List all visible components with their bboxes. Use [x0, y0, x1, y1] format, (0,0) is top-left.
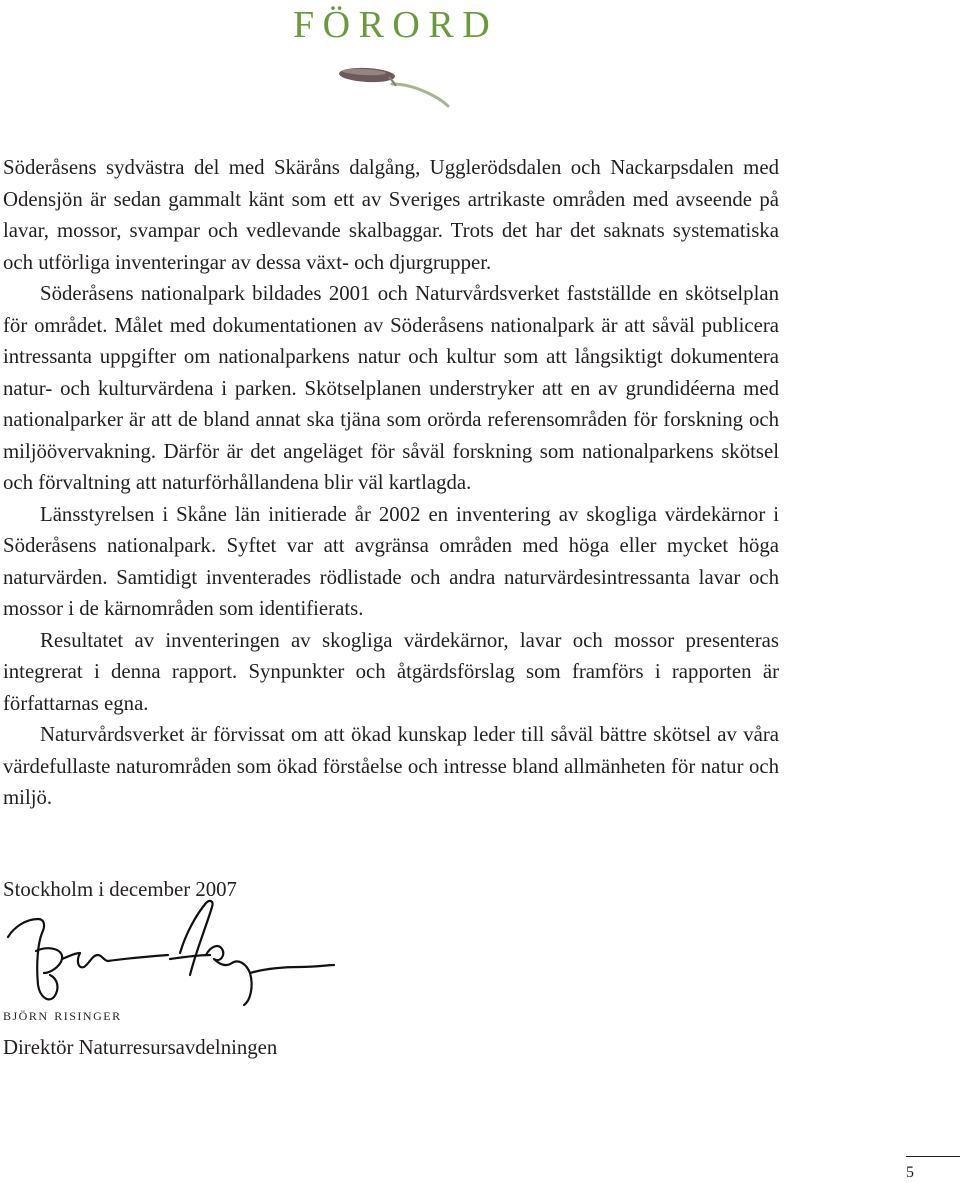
paragraph: Söderåsens nationalpark bildades 2001 och Naturvårdsverket fastställde en skötselplan för området. Målet med dokumentationen av Söderåsens nationalpark är att såväl publicera intressanta uppgifter om nationalparkens natur och kultur som att långsiktigt dokumentera natur- och kulturvärdena i parken. Skötselplanen understryker att en av grundidéerna med nationalparker är att de bland annat ska tjäna som orörda referensområden för forskning och miljöövervakning. Därför är det angeläget för såväl forskning som nationalparkens skötsel och förvaltning att naturförhållandena blir väl kartlagda.: [3, 282, 779, 494]
paragraph: Naturvårdsverket är förvissat om att ökad kunskap leder till såväl bättre skötsel av våra värdefullaste naturområden som ökad förståelse och intresse bland allmänheten för natur och miljö.: [3, 723, 779, 809]
page-title: FÖRORD: [293, 4, 499, 46]
place-date: Stockholm i december 2007: [3, 878, 237, 901]
signer-name: björn risinger: [3, 1005, 122, 1024]
signature-image: [0, 893, 340, 1013]
page-number-rule: [906, 1156, 960, 1157]
body-text: [3, 152, 779, 814]
paragraph: Länsstyrelsen i Skåne län initierade år 2002 en inventering av skogliga värdekärnor i Söderåsens nationalpark. Syftet var att avgränsa områden med höga eller mycket höga naturvärden. Samtidigt inventerades rödlistade och andra naturvärdesintressanta lavar och mossor i de kärnområden som identifierats.: [3, 502, 779, 620]
page-number: 5: [906, 1164, 914, 1181]
paragraph: Resultatet av inventeringen av skogliga värdekärnor, lavar och mossor presenteras integrerat i denna rapport. Synpunkter och åtgärdsförslag som framförs i rapporten är författarnas egna.: [3, 628, 779, 715]
paragraph: Söderåsens sydvästra del med Skäråns dalgång, Ugglerödsdalen och Nackarpsdalen med Odensjön är sedan gammalt känt som ett av Sveriges artrikaste områden med avseende på lavar, mossor, svampar och vedlevande skalbaggar. Trots det har det saknats systematiska och utförliga inventeringar av dessa växt- och djurgrupper.: [3, 156, 779, 274]
signer-title: Direktör Naturresursavdelningen: [3, 1036, 278, 1059]
seed-pod-icon: [334, 62, 454, 110]
